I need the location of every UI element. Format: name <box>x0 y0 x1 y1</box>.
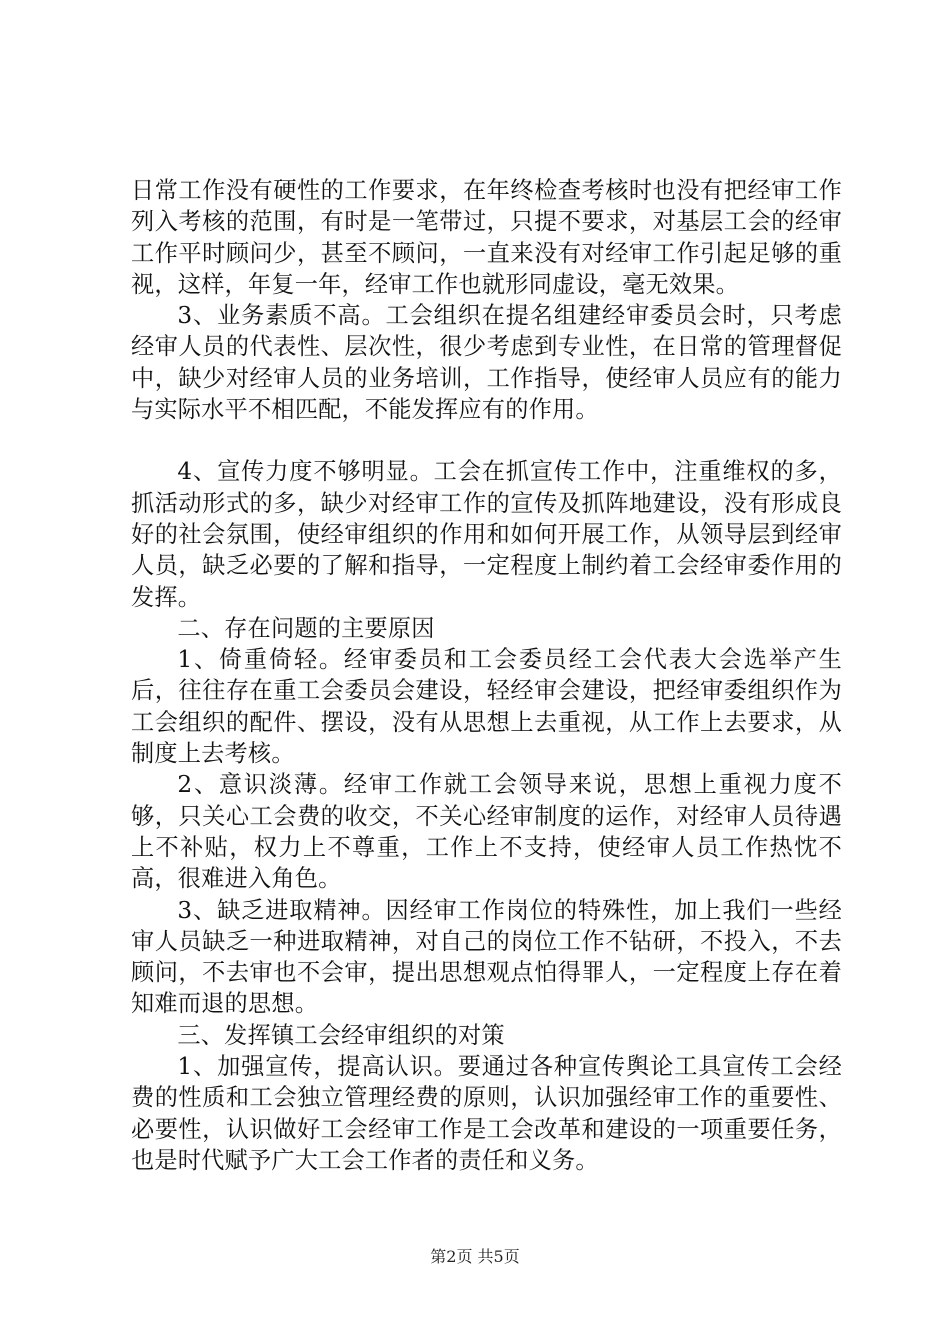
section-heading-causes: 二、存在问题的主要原因 <box>177 614 435 642</box>
page-number-footer: 第2页 共5页 <box>430 1247 520 1266</box>
paragraph-imbalance: 1、倚重倚轻。经审委员和工会委员经工会代表大会选举产生后，往往存在重工会委员会建设，轻经审会建设，把经审委组织作为工会组织的配件、摆设，没有从思想上去重视，从工作上去要求，从制度上去考核。 <box>131 646 842 768</box>
paragraph-publicity: 4、宣传力度不够明显。工会在抓宣传工作中，注重维权的多，抓活动形式的多，缺少对经审工作的宣传及抓阵地建设，没有形成良好的社会氛围，使经审组织的作用和如何开展工作，从领导层到经审人员，缺乏必要的了解和指导，一定程度上制约着工会经审委作用的发挥。 <box>131 458 842 611</box>
paragraph-spacer <box>131 425 842 456</box>
section-heading-countermeasures: 三、发挥镇工会经审组织的对策 <box>177 1021 505 1049</box>
paragraph-enterprise: 3、缺乏进取精神。因经审工作岗位的特殊性，加上我们一些经审人员缺乏一种进取精神，对自己的岗位工作不钻研，不投入，不去顾问，不去审也不会审，提出思想观点怕得罪人，一定程度上存在着知难而退的思想。 <box>131 896 842 1018</box>
paragraph-continued: 日常工作没有硬性的工作要求，在年终检查考核时也没有把经审工作列入考核的范围，有时是一笔带过，只提不要求，对基层工会的经审工作平时顾问少，甚至不顾问，一直来没有对经审工作引起足够的重视，这样，年复一年，经审工作也就形同虚设，毫无效果。 <box>131 177 842 298</box>
paragraph-strengthen-publicity: 1、加强宣传，提高认识。要通过各种宣传舆论工具宣传工会经费的性质和工会独立管理经费的原则，认识加强经审工作的重要性、必要性，认识做好工会经审工作是工会改革和建设的一项重要任务，也是时代赋予广大工会工作者的责任和义务。 <box>131 1053 842 1174</box>
paragraph-awareness: 2、意识淡薄。经审工作就工会领导来说，思想上重视力度不够，只关心工会费的收交，不关心经审制度的运作，对经审人员待遇上不补贴，权力上不尊重，工作上不支持，使经审人员工作热忱不高，很难进入角色。 <box>131 771 842 893</box>
document-body <box>131 175 842 1176</box>
paragraph-business-quality: 3、业务素质不高。工会组织在提名组建经审委员会时，只考虑经审人员的代表性、层次性，很少考虑到专业性，在日常的管理督促中，缺少对经审人员的业务培训，工作指导，使经审人员应有的能力与实际水平不相匹配，不能发挥应有的作用。 <box>131 302 842 424</box>
